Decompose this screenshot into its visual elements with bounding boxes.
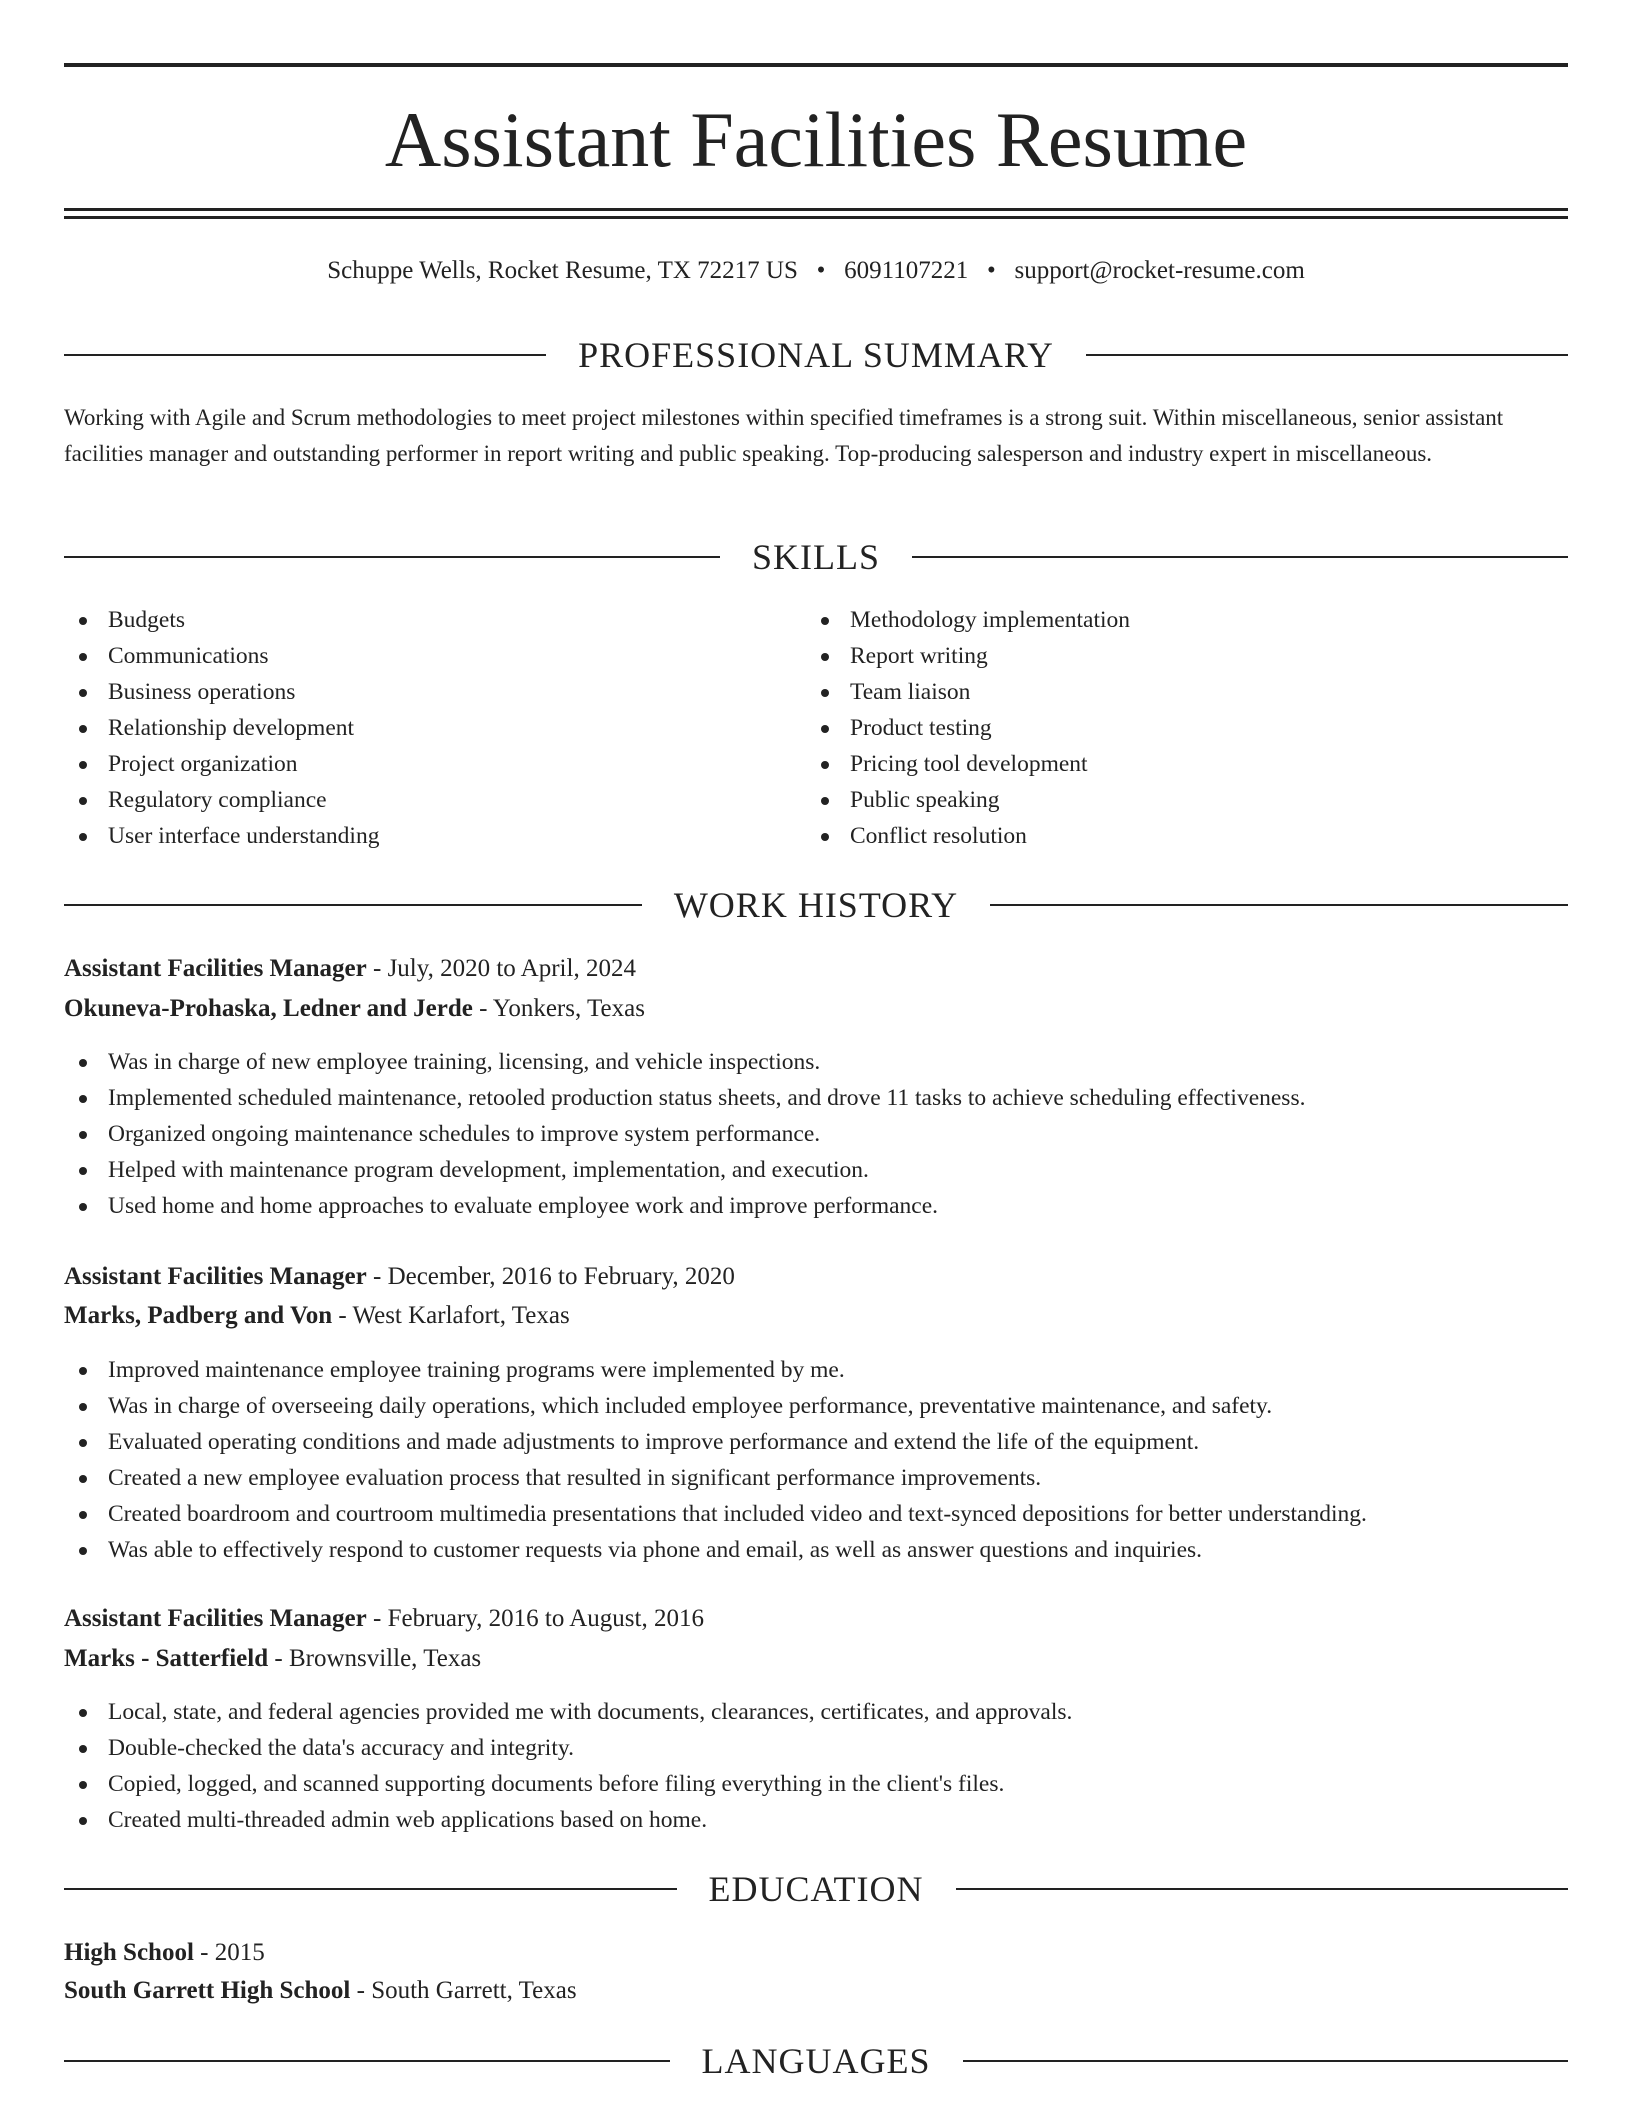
section-heading-work-history: WORK HISTORY xyxy=(64,883,1568,927)
job-title: Assistant Facilities Manager xyxy=(64,955,367,982)
job-bullet: Was in charge of overseeing daily operations, which included employee performance, preventative maintenance, and safety. xyxy=(64,1388,1367,1424)
divider xyxy=(990,904,1568,906)
divider xyxy=(64,904,642,906)
contact-phone: 6091107221 xyxy=(844,257,969,284)
job-location: West Karlafort, Texas xyxy=(352,1302,570,1329)
section-heading-education: EDUCATION xyxy=(64,1867,1568,1911)
job-dates: July, 2020 to April, 2024 xyxy=(387,955,636,982)
job-company: Marks - Satterfield xyxy=(64,1645,269,1672)
top-rule xyxy=(64,63,1568,67)
job-title-line: Assistant Facilities Manager - July, 2020 to April, 2024 xyxy=(64,955,636,982)
job-title-line: Assistant Facilities Manager - December, 2016 to February, 2020 xyxy=(64,1263,735,1290)
job-bullet: Organized ongoing maintenance schedules to improve system performance. xyxy=(64,1116,1305,1152)
title-double-rule-lower xyxy=(64,216,1568,219)
divider xyxy=(64,1888,677,1890)
job-bullet: Evaluated operating conditions and made adjustments to improve performance and extend the life of the equipment. xyxy=(64,1424,1367,1460)
skill-item: Relationship development xyxy=(64,710,379,746)
skill-item: Report writing xyxy=(806,638,1130,674)
skill-item: Regulatory compliance xyxy=(64,782,379,818)
skill-item: User interface understanding xyxy=(64,818,379,854)
job-bullet: Copied, logged, and scanned supporting documents before filing everything in the client's files. xyxy=(64,1766,1072,1802)
divider xyxy=(912,556,1568,558)
job-company: Okuneva-Prohaska, Ledner and Jerde xyxy=(64,995,473,1022)
contact-separator: • xyxy=(986,257,996,284)
education-degree-line: High School - 2015 xyxy=(64,1939,265,1966)
summary-text: Working with Agile and Scrum methodologies to meet project milestones within specified timeframes is a strong suit. Within miscellaneous, senior assistant facilities manager and outstanding performer in report writing and public speaking. Top-producing salesperson and industry expert in miscellaneous. xyxy=(64,405,1504,466)
contact-line xyxy=(0,253,1632,289)
skill-item: Methodology implementation xyxy=(806,602,1130,638)
job-bullet: Used home and home approaches to evaluate employee work and improve performance. xyxy=(64,1188,1305,1224)
skill-item: Pricing tool development xyxy=(806,746,1130,782)
job-title-line: Assistant Facilities Manager - February, 2016 to August, 2016 xyxy=(64,1605,704,1632)
education-location: South Garrett, Texas xyxy=(371,1977,577,2004)
job-title: Assistant Facilities Manager xyxy=(64,1605,367,1632)
divider xyxy=(1086,354,1568,356)
job-bullet: Was in charge of new employee training, licensing, and vehicle inspections. xyxy=(64,1044,1305,1080)
job-bullet: Double-checked the data's accuracy and integrity. xyxy=(64,1730,1072,1766)
job-dates: February, 2016 to August, 2016 xyxy=(387,1605,704,1632)
section-heading-languages: LANGUAGES xyxy=(64,2039,1568,2083)
job-bullets xyxy=(64,1352,1367,1568)
divider xyxy=(956,1888,1569,1890)
contact-address: Schuppe Wells, Rocket Resume, TX 72217 US xyxy=(327,257,798,284)
education-degree: High School xyxy=(64,1939,194,1966)
education-school-line: South Garrett High School - South Garrett, Texas xyxy=(64,1977,577,2004)
job-company-line: Marks, Padberg and Von - West Karlafort, Texas xyxy=(64,1302,570,1329)
job-bullet: Local, state, and federal agencies provided me with documents, clearances, certificates, and approvals. xyxy=(64,1694,1072,1730)
job-bullets xyxy=(64,1044,1305,1224)
job-location: Yonkers, Texas xyxy=(492,995,645,1022)
resume-title: Assistant Facilities Resume xyxy=(384,96,1248,183)
job-title: Assistant Facilities Manager xyxy=(64,1263,367,1290)
job-dates: December, 2016 to February, 2020 xyxy=(387,1263,735,1290)
job-bullet: Helped with maintenance program development, implementation, and execution. xyxy=(64,1152,1305,1188)
skill-item: Budgets xyxy=(64,602,379,638)
divider xyxy=(64,2060,670,2062)
job-bullet: Created a new employee evaluation process that resulted in significant performance improvements. xyxy=(64,1460,1367,1496)
skill-item: Product testing xyxy=(806,710,1130,746)
section-heading-summary: PROFESSIONAL SUMMARY xyxy=(64,333,1568,377)
skill-item: Business operations xyxy=(64,674,379,710)
skill-item: Team liaison xyxy=(806,674,1130,710)
skill-item: Communications xyxy=(64,638,379,674)
skill-item: Project organization xyxy=(64,746,379,782)
job-bullets xyxy=(64,1694,1072,1838)
job-bullet: Improved maintenance employee training programs were implemented by me. xyxy=(64,1352,1367,1388)
contact-email: support@rocket-resume.com xyxy=(1014,257,1305,284)
divider xyxy=(64,354,546,356)
job-company: Marks, Padberg and Von xyxy=(64,1302,333,1329)
skill-item: Public speaking xyxy=(806,782,1130,818)
skills-list-left xyxy=(64,602,379,854)
title-double-rule-upper xyxy=(64,208,1568,211)
job-company-line: Marks - Satterfield - Brownsville, Texas xyxy=(64,1645,482,1672)
divider xyxy=(963,2060,1569,2062)
skills-list-right xyxy=(806,602,1130,854)
job-bullet: Implemented scheduled maintenance, retooled production status sheets, and drove 11 tasks to achieve scheduling effectiveness. xyxy=(64,1080,1305,1116)
job-location: Brownsville, Texas xyxy=(288,1645,482,1672)
contact-separator: • xyxy=(816,257,826,284)
education-school: South Garrett High School xyxy=(64,1977,351,2004)
job-company-line: Okuneva-Prohaska, Ledner and Jerde - Yonkers, Texas xyxy=(64,995,645,1022)
education-year: 2015 xyxy=(214,1939,265,1966)
divider xyxy=(64,556,720,558)
job-bullet: Created multi-threaded admin web applications based on home. xyxy=(64,1802,1072,1838)
section-heading-skills: SKILLS xyxy=(64,535,1568,579)
job-bullet: Was able to effectively respond to customer requests via phone and email, as well as answer questions and inquiries. xyxy=(64,1532,1367,1568)
job-bullet: Created boardroom and courtroom multimedia presentations that included video and text-synced depositions for better understanding. xyxy=(64,1496,1367,1532)
skill-item: Conflict resolution xyxy=(806,818,1130,854)
